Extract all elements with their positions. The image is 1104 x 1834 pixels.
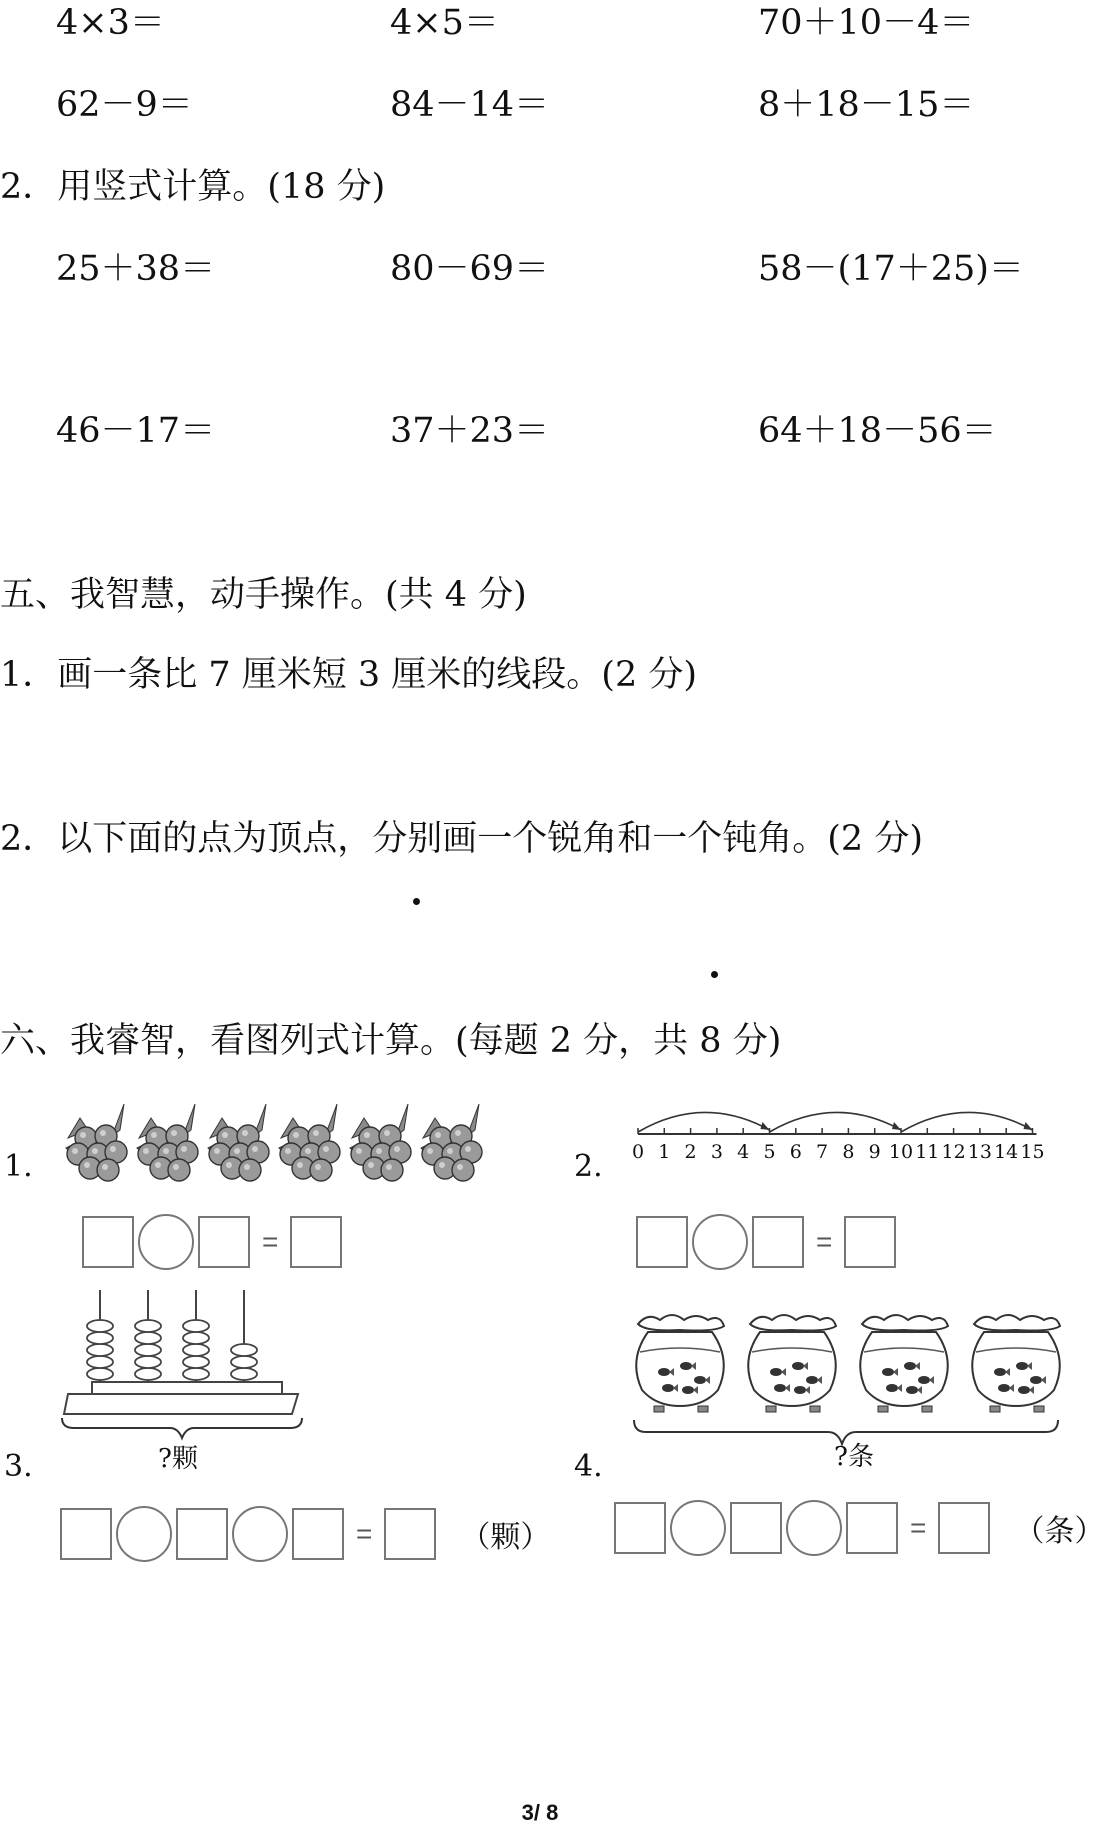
brace bbox=[634, 1420, 1058, 1444]
result-box[interactable] bbox=[290, 1216, 342, 1268]
result-box[interactable] bbox=[384, 1508, 436, 1560]
q1-answer-row bbox=[82, 1214, 342, 1270]
answer-box[interactable] bbox=[82, 1216, 134, 1268]
q3-answer-row bbox=[60, 1506, 550, 1562]
abacus-bead bbox=[183, 1344, 209, 1356]
abacus-bead bbox=[87, 1320, 113, 1332]
vertical-calc-1: 25＋38＝ bbox=[56, 249, 216, 289]
abacus-bead bbox=[183, 1320, 209, 1332]
abacus-bead bbox=[183, 1368, 209, 1380]
abacus-bead bbox=[183, 1332, 209, 1344]
tick-label: 15 bbox=[1020, 1141, 1045, 1163]
vertex-dot-2 bbox=[711, 971, 718, 978]
fishbowl-icon bbox=[860, 1315, 948, 1412]
tick-label: 2 bbox=[684, 1141, 697, 1163]
tick-label: 6 bbox=[789, 1141, 802, 1163]
tick-label: 5 bbox=[763, 1141, 776, 1163]
answer-box[interactable] bbox=[846, 1502, 898, 1554]
oral-calc-4: 62－9＝ bbox=[56, 85, 193, 125]
q1-number: 1. bbox=[4, 1149, 33, 1184]
abacus-bead bbox=[183, 1356, 209, 1368]
number-line bbox=[630, 1092, 1050, 1162]
operator-circle[interactable] bbox=[116, 1506, 172, 1562]
tick-label: 10 bbox=[888, 1141, 914, 1163]
tick-label: 3 bbox=[710, 1141, 723, 1163]
q2-number: 2. bbox=[574, 1149, 603, 1184]
q4-unit: （条） bbox=[1014, 1514, 1104, 1549]
q3-brace-label: ?颗 bbox=[158, 1444, 198, 1474]
answer-box[interactable] bbox=[60, 1508, 112, 1560]
answer-box[interactable] bbox=[752, 1216, 804, 1268]
vertical-calc-2: 80－69＝ bbox=[390, 249, 550, 289]
vertical-calc-6: 64＋18－56＝ bbox=[758, 411, 997, 451]
answer-box[interactable] bbox=[176, 1508, 228, 1560]
fruit-bunch-icon bbox=[350, 1104, 411, 1181]
abacus-bead bbox=[87, 1356, 113, 1368]
section5-q1: 1．画一条比 7 厘米短 3 厘米的线段。(2 分) bbox=[0, 655, 698, 695]
fruit-bunch-icon bbox=[279, 1104, 340, 1181]
operator-circle[interactable] bbox=[692, 1214, 748, 1270]
section6-heading: 六、我睿智，看图列式计算。(每题 2 分，共 8 分) bbox=[0, 1021, 782, 1061]
result-box[interactable] bbox=[938, 1502, 990, 1554]
fruit-bunch-icon bbox=[421, 1104, 482, 1181]
oral-calc-6: 8＋18－15＝ bbox=[758, 85, 975, 125]
answer-box[interactable] bbox=[292, 1508, 344, 1560]
oral-calc-1: 4×3＝ bbox=[56, 3, 165, 43]
operator-circle[interactable] bbox=[138, 1214, 194, 1270]
fishbowl-icon bbox=[636, 1315, 724, 1412]
tick-label: 12 bbox=[941, 1141, 966, 1163]
vertical-calc-5: 37＋23＝ bbox=[390, 411, 550, 451]
abacus-bead bbox=[135, 1356, 161, 1368]
tick-label: 11 bbox=[915, 1141, 940, 1163]
tick-label: 9 bbox=[868, 1141, 881, 1163]
abacus-bead bbox=[87, 1332, 113, 1344]
fruit-bunch-icon bbox=[208, 1104, 269, 1181]
jump-arc bbox=[901, 1112, 1033, 1132]
oral-calc-3: 70＋10－4＝ bbox=[758, 3, 975, 43]
abacus-bead bbox=[87, 1368, 113, 1380]
oral-calc-5: 84－14＝ bbox=[390, 85, 550, 125]
tick-label: 7 bbox=[816, 1141, 829, 1163]
q3-unit: （颗） bbox=[460, 1520, 551, 1555]
jump-arc bbox=[770, 1112, 902, 1132]
vertex-dot-1 bbox=[413, 898, 420, 905]
equals-sign: = bbox=[816, 1226, 833, 1257]
jump-arc bbox=[638, 1112, 770, 1132]
vertical-calc-3: 58－(17＋25)＝ bbox=[758, 249, 1024, 289]
abacus-illustration bbox=[58, 1286, 308, 1446]
fruit-bunch-icon bbox=[66, 1104, 127, 1181]
abacus-bead bbox=[231, 1344, 257, 1356]
result-box[interactable] bbox=[844, 1216, 896, 1268]
q3-number: 3. bbox=[4, 1449, 33, 1484]
answer-box[interactable] bbox=[636, 1216, 688, 1268]
abacus-bead bbox=[135, 1368, 161, 1380]
q4-answer-row bbox=[614, 1500, 1104, 1556]
vertical-calc-heading: 2．用竖式计算。(18 分) bbox=[0, 167, 386, 207]
answer-box[interactable] bbox=[730, 1502, 782, 1554]
equals-sign: = bbox=[910, 1512, 927, 1543]
tick-label: 14 bbox=[994, 1141, 1019, 1163]
equals-sign: = bbox=[356, 1518, 373, 1549]
answer-box[interactable] bbox=[198, 1216, 250, 1268]
q4-brace-label: ?条 bbox=[834, 1442, 874, 1472]
page-number: 3/ 8 bbox=[521, 1800, 559, 1825]
operator-circle[interactable] bbox=[232, 1506, 288, 1562]
fishbowl-icon bbox=[748, 1315, 836, 1412]
abacus-bead bbox=[231, 1356, 257, 1368]
abacus-bead bbox=[135, 1344, 161, 1356]
abacus-bead bbox=[135, 1320, 161, 1332]
fruit-bunches-illustration bbox=[62, 1096, 492, 1186]
q2-answer-row bbox=[636, 1214, 896, 1270]
abacus-bead bbox=[231, 1368, 257, 1380]
section5-q2: 2．以下面的点为顶点，分别画一个锐角和一个钝角。(2 分) bbox=[0, 819, 923, 859]
answer-box[interactable] bbox=[614, 1502, 666, 1554]
operator-circle[interactable] bbox=[786, 1500, 842, 1556]
tick-label: 13 bbox=[967, 1141, 992, 1163]
tick-label: 1 bbox=[658, 1141, 671, 1163]
operator-circle[interactable] bbox=[670, 1500, 726, 1556]
section5-heading: 五、我智慧，动手操作。(共 4 分) bbox=[0, 575, 527, 615]
equals-sign: = bbox=[262, 1226, 279, 1257]
tick-label: 0 bbox=[631, 1141, 645, 1163]
abacus-bead bbox=[87, 1344, 113, 1356]
abacus-bead bbox=[135, 1332, 161, 1344]
fishbowl-icon bbox=[972, 1315, 1060, 1412]
fishbowls-illustration bbox=[628, 1310, 1068, 1460]
oral-calc-2: 4×5＝ bbox=[390, 3, 499, 43]
fruit-bunch-icon bbox=[137, 1104, 198, 1181]
vertical-calc-4: 46－17＝ bbox=[56, 411, 216, 451]
q4-number: 4. bbox=[574, 1449, 603, 1484]
tick-label: 8 bbox=[842, 1141, 855, 1163]
tick-label: 4 bbox=[737, 1141, 750, 1163]
